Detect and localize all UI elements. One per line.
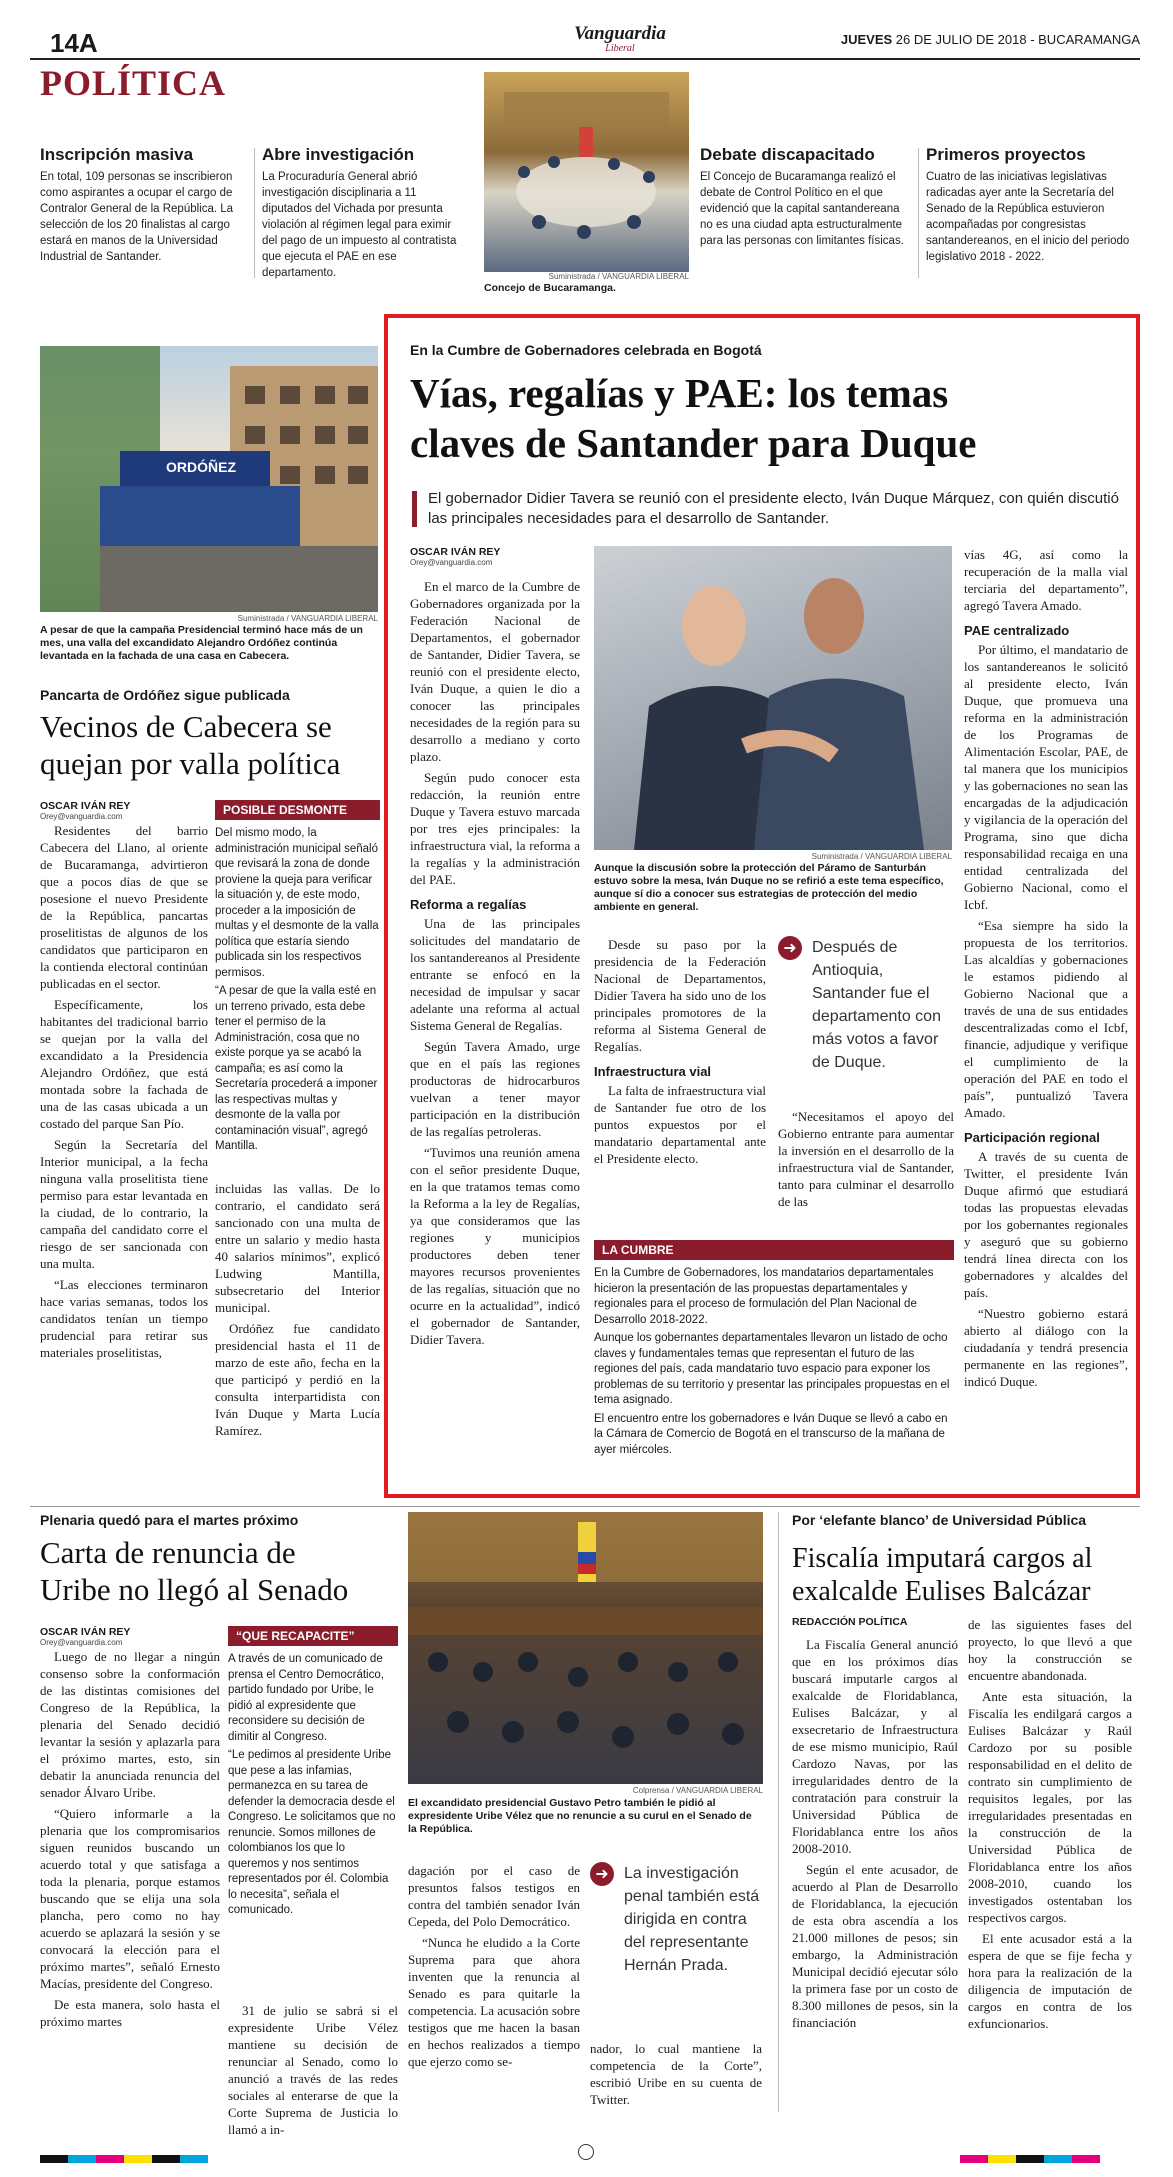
fiscalia-paragraph: El ente acusador está a la espera de que se fije fecha y hora para la realización de la diligencia de imputación de cargos en contra de los exfuncionarios. xyxy=(968,1931,1132,2031)
main-headline xyxy=(410,368,1130,468)
valla-column-2 xyxy=(215,1180,380,1443)
subhead-infraestructura: Infraestructura vial xyxy=(594,1064,712,1079)
bottom-divider xyxy=(778,1512,779,2112)
main-box-title: LA CUMBRE xyxy=(594,1240,954,1260)
uribe-column-3 xyxy=(408,1862,580,2074)
main-photo-caption: Aunque la discusión sobre la protección del Páramo de Santurbán estuvo sobre la mesa, Iván Duque no se refirió a este tema específico, aunque sí dio a conocer sus estrategias de protección del medio ambiente en general. xyxy=(594,862,944,913)
uribe-paragraph: nador, lo cual mantiene la competencia de la Corte”, escribió Uribe en su cuenta de Twitter. xyxy=(590,2041,762,2107)
valla-byline: OSCAR IVÁN REY xyxy=(40,800,131,812)
main-box-paragraph: El encuentro entre los gobernadores e Iván Duque se llevó a cabo en la Cámara de Comercio de Bogotá en el transcurso de la mañana de ayer miércoles. xyxy=(594,1412,948,1456)
subhead-regalias: Reforma a regalías xyxy=(410,897,527,912)
valla-box-paragraph: “A pesar de que la valla esté en un terreno privado, esta debe tener el permiso de la Administración, cosa que no existe porque ya se acabó la campaña; es así como la Secretaría procederá a imponer las respectivas multas y desmonte de la valla por contaminación visual”, agregó Mantilla. xyxy=(215,985,378,1152)
brief-text: Cuatro de las iniciativas legislativas radicadas ayer ante la Secretaría del Senado de la República estuvieron acompañadas por congresistas santandereanos, en el inicio del periodo legislativo 2018 - 2022. xyxy=(926,171,1130,263)
arrow-right-icon: ➜ xyxy=(590,1862,614,1886)
brief-title: Primeros proyectos xyxy=(926,145,1086,164)
brief-text: La Procuraduría General abrió investigación disciplinaria a 11 diputados del Vichada por presunta violación al régimen legal para eximir del pago de un impuesto al contratista que ejecuta el PAE en ese departamento. xyxy=(262,171,457,279)
brief-divider xyxy=(254,148,255,278)
main-paragraph: Según pudo conocer esta redacción, la reunión entre Duque y Tavera estuvo marcada por tres ejes principales: la infraestructura vial, la reforma a la regalías y la administración del PAE. xyxy=(410,770,580,887)
concejo-photo xyxy=(484,72,689,272)
brief-1 xyxy=(40,145,245,265)
main-pull-quote-text: Después de Antioquia, Santander fue el departamento con más votos a favor de Duque. xyxy=(812,939,941,1071)
registration-crosshair-icon xyxy=(578,2144,594,2160)
fiscalia-paragraph: Ante esta situación, la Fiscalía les endilgará cargos a Eulises Balcázar y Raúl Cardozo por su posible responsabilidad en el delito de contrato sin cumplimiento de requisitos legales, por las irregularidades presentadas en la construcción de la Universidad Pública de Floridablanca entre los años 2008-2010, cuando los investigados ostentaban los respectivos cargos. xyxy=(968,1689,1132,1925)
main-paragraph: Una de las principales solicitudes del mandatario de los santandereanos al Presidente entrante se enfocó en la necesidad de impulsar y sacar adelante una reforma al actual Sistema General de Regalías. xyxy=(410,916,580,1033)
main-paragraph: A través de su cuenta de Twitter, el presidente Iván Duque afirmó que estudiará todas las propuestas elevadas por los gobernantes regionales y aseguró que su gobierno tendrá línea directa con los gobernadores y alcaldes del país. xyxy=(964,1149,1128,1300)
valla-box-title: POSIBLE DESMONTE xyxy=(215,800,380,820)
masthead-logo xyxy=(550,24,690,54)
main-paragraph: “Necesitamos el apoyo del Gobierno entrante para aumentar la inversión en el desarrollo de la infraestructura vial de Santander, tanto para culminar el desarrollo de las xyxy=(778,1109,954,1209)
valla-photo-credit: Suministrada / VANGUARDIA LIBERAL xyxy=(237,614,378,623)
uribe-box-paragraph: “Le pedimos al presidente Uribe que pese a las infamias, permanezca en su tarea de defender la democracia desde el Congreso. Le solicitamos que no renuncie. Somos millones de colombianos los que lo queremos y nos sentimos representados por él. Colombia lo necesita”, señala el comunicado. xyxy=(228,1749,396,1916)
uribe-kicker: Plenaria quedó para el martes próximo xyxy=(40,1512,299,1528)
valla-headline-line1: Vecinos de Cabecera se xyxy=(40,709,332,744)
main-email: Orey@vanguardia.com xyxy=(410,558,493,567)
fiscalia-column-2 xyxy=(968,1616,1132,2036)
uribe-sidebar-box xyxy=(228,1626,398,1922)
main-sidebar-box xyxy=(594,1240,954,1461)
main-deck: El gobernador Didier Tavera se reunió con el presidente electo, Iván Duque Márquez, con quién discutió las principales necesidades para el desarrollo de Santander. xyxy=(428,490,1119,527)
subhead-pae: PAE centralizado xyxy=(964,623,1070,638)
uribe-paragraph: De esta manera, solo hasta el próximo martes xyxy=(40,1997,220,2029)
uribe-byline: OSCAR IVÁN REY xyxy=(40,1626,131,1638)
uribe-column-2 xyxy=(228,2002,398,2142)
brief-divider xyxy=(918,148,919,278)
header-rule xyxy=(30,58,1140,60)
fiscalia-paragraph: La Fiscalía General anunció que en los próximos días buscará imputarle cargos al exalcalde de Floridablanca, Eulises Balcázar, y al exsecretario de Infraestructura de ese mismo municipio, Raúl Cardozo Navas, por las irregularidades dentro de la contratación para construir la Universidad Pública de Floridablanca entre los años 2008-2010. xyxy=(792,1637,958,1856)
concejo-photo-caption: Concejo de Bucaramanga. xyxy=(484,282,616,294)
main-box-paragraph: En la Cumbre de Gobernadores, los mandatarios departamentales hicieron la presentación de las propuestas departamentales y regionales para el proceso de formulación del Plan Nacional de Desarrollo 2018-2022. xyxy=(594,1267,934,1326)
main-photo-credit: Suministrada / VANGUARDIA LIBERAL xyxy=(811,852,952,861)
main-column-1 xyxy=(410,578,580,1352)
logo-main: Vanguardia xyxy=(574,23,666,44)
valla-paragraph: Ordóñez fue candidato presidencial hasta el 11 de marzo de este año, fecha en la que participó y perdió en la consulta interpartidista con Iván Duque y Marta Lucía Ramírez. xyxy=(215,1321,380,1438)
main-headline-line2: claves de Santander para Duque xyxy=(410,420,977,466)
fiscalia-headline-line1: Fiscalía imputará cargos al xyxy=(792,1543,1093,1574)
uribe-paragraph: dagación por el caso de presuntos falsos testigos en contra del también senador Iván Cepeda, del Polo Democrático. xyxy=(408,1863,580,1929)
main-box-paragraph: Aunque los gobernantes departamentales llevaron un listado de ocho claves y fundamentales temas que representan el futuro de las regiones del país, cada mandatario tuvo espacio para exponer los problemas de su territorio y presentar las principales propuestas en el tema asignado. xyxy=(594,1332,950,1406)
main-photo-illustration xyxy=(594,546,952,850)
brief-3 xyxy=(700,145,910,249)
valla-photo-caption: A pesar de que la campaña Presidencial terminó hace más de un mes, una valla del excandidato Alejandro Ordóñez continúa levantada en la fachada de una casa en Cabecera. xyxy=(40,624,363,662)
date-rest: 26 DE JULIO DE 2018 - BUCARAMANGA xyxy=(895,32,1140,47)
main-paragraph: “Esa siempre ha sido la propuesta de los territorios. Las alcaldías y gobernaciones le estamos pidiendo al Gobierno Nacional que a través de una de sus entidades descentralizadas como el Icbf, financie, adjudique y verifique el cumplimiento de la operación del PAE en todo el país”, puntualizó Tavera Amado. xyxy=(964,918,1128,1120)
main-paragraph: Por último, el mandatario de los santandereanos le solicitó al presidente electo, Iván Duque, que promueva una reforma en la administración de los Programas de Alimentación Escolar, PAE, de tal manera que los municipios y las gobernaciones no sean las encargadas de la adjudicación y vigilancia de la operación del Programa, sino que dicha responsabilidad recaiga en una entidad centralizada del Gobierno Nacional, como el Icbf. xyxy=(964,642,1128,912)
fiscalia-paragraph: de las siguientes fases del proyecto, lo que llevó a que hoy la construcción se encuentre abandonada. xyxy=(968,1617,1132,1683)
senado-photo-illustration xyxy=(408,1512,763,1784)
main-paragraph: En el marco de la Cumbre de Gobernadores organizada por la Federación Nacional de Departamentos, el gobernador de Santander, Didier Tavera, se reunió con el presidente electo, Iván Duque, a quien le dio a conocer las principales necesidades de la región para su desarrollo a mediano y corto plazo. xyxy=(410,579,580,764)
main-byline-block xyxy=(410,546,580,571)
senado-photo xyxy=(408,1512,763,1784)
main-paragraph: Según Tavera Amado, urge que en el país las regiones productoras de hidrocarburos vuelvan a tener mayor participación en la distribución de las regalías petroleras. xyxy=(410,1039,580,1139)
uribe-pull-quote-text: La investigación penal también está dirigida en contra del representante Hernán Prada. xyxy=(624,1865,760,1974)
uribe-column-4 xyxy=(590,2040,762,2112)
uribe-box-body xyxy=(228,1652,398,1919)
main-photo xyxy=(594,546,952,850)
brief-4 xyxy=(926,145,1136,265)
valla-headline xyxy=(40,708,385,782)
uribe-headline-line2: Uribe no llegó al Senado xyxy=(40,1572,349,1607)
main-byline: OSCAR IVÁN REY xyxy=(410,546,501,558)
fiscalia-paragraph: Según el ente acusador, de acuerdo al Plan de Desarrollo de Floridablanca, la ejecución de esta obra ascendía a los 21.000 millones de pesos; sin embargo, la Administración Municipal decidió ejecutar sólo la primera fase por un costo de 8.300 millones de pesos, sin la financiación xyxy=(792,1862,958,2030)
uribe-paragraph: “Nunca he eludido a la Corte Suprema para que ahora inventen que la renuncia al Senado es para quitarle la competencia. La acusación sobre testigos que me hacen la basan en hechos realizados a tiempo que ejerzo como se- xyxy=(408,1935,580,2069)
billboard-text: ORDÓÑEZ xyxy=(166,459,236,475)
valla-sidebar-box xyxy=(215,800,380,1158)
brief-2 xyxy=(262,145,467,281)
uribe-headline-line1: Carta de renuncia de xyxy=(40,1535,296,1570)
uribe-paragraph: 31 de julio se sabrá si el expresidente Uribe Vélez mantiene su decisión de renunciar al Senado, como lo anunció a través de las redes sociales al enterarse de que la Corte Suprema de Justicia lo llamó a in- xyxy=(228,2003,398,2137)
fiscalia-headline xyxy=(792,1542,1137,1608)
uribe-pull-quote xyxy=(590,1862,762,1977)
color-registration-right xyxy=(960,2150,1100,2168)
fiscalia-byline: REDACCIÓN POLÍTICA xyxy=(792,1616,908,1628)
valla-paragraph: “Las elecciones terminaron hace varias semanas, todos los candidatos tenían un tiempo prudencial para retirar sus materiales proselitistas, xyxy=(40,1277,208,1360)
valla-photo xyxy=(40,346,378,612)
bottom-rule xyxy=(30,1506,1140,1507)
subhead-participacion: Participación regional xyxy=(964,1130,1100,1145)
valla-box-paragraph: Del mismo modo, la administración municipal señaló que revisará la zona de donde proviene la queja para verificar la situación y, de este modo, proceder a la imposición de multas y el desmonte de la valla política que estaría siendo publicada sin los respectivos permisos. xyxy=(215,827,379,979)
page-header xyxy=(30,22,1140,58)
valla-kicker: Pancarta de Ordóñez sigue publicada xyxy=(40,687,290,703)
valla-box-body xyxy=(215,826,380,1155)
main-pull-quote xyxy=(778,936,954,1074)
main-paragraph: “Nuestro gobierno estará abierto al diálogo con la ciudadanía y tendrá presencia permanente en las regiones”, indicó Duque. xyxy=(964,1306,1128,1389)
arrow-right-icon: ➜ xyxy=(778,936,802,960)
uribe-paragraph: Luego de no llegar a ningún consenso sobre la conformación de las distintas comisiones del Congreso de la República, la plenaria del Senado decidió levantar la sesión y aplazarla para el próximo martes, esto, sin debatir la anunciada renuncia del senador Álvaro Uribe. xyxy=(40,1649,220,1800)
page-date xyxy=(841,32,1140,47)
section-title: POLÍTICA xyxy=(40,63,227,103)
senado-photo-credit: Colprensa / VANGUARDIA LIBERAL xyxy=(632,1786,763,1795)
valla-photo-illustration xyxy=(40,346,378,612)
main-column-3 xyxy=(778,1108,954,1214)
page-number: 14A xyxy=(50,28,98,58)
fiscalia-kicker: Por ‘elefante blanco’ de Universidad Pública xyxy=(792,1512,1087,1528)
valla-headline-line2: quejan por valla política xyxy=(40,746,341,781)
uribe-column-1 xyxy=(40,1648,220,2034)
fiscalia-column-1 xyxy=(792,1636,958,2035)
color-registration-left xyxy=(40,2150,208,2168)
brief-text: El Concejo de Bucaramanga realizó el debate de Control Político en el que evidenció que la capital santandereana no es una ciudad apta estructuralmente para las personas con limitantes físicas. xyxy=(700,171,904,247)
uribe-paragraph: “Quiero informarle a la plenaria que los compromisarios siguen reunidos buscando un acuerdo total y que satisfaga a toda la plenaria, porque estamos buscando que se elija una sola plancha, pero como no hay acuerdo se aplazará la sesión y se convocará la elección para el próximo martes”, señaló Ernesto Macías, presidente del Congreso. xyxy=(40,1806,220,1991)
uribe-email: Orey@vanguardia.com xyxy=(40,1638,123,1647)
valla-paragraph: Residentes del barrio Cabecera del Llano, al oriente de Bucaramanga, advirtieron que a pocos días de que se posesione el nuevo Presidente de la República, pancartas proselitistas de algunos de los candidatos que participaron en la contienda electoral continúan publicadas en el sector. xyxy=(40,823,208,991)
brief-text: En total, 109 personas se inscribieron como aspirantes a ocupar el cargo de Contralor General de la República. La selección de los 20 finalistas al cargo estará en manos de la Universidad Industrial de Santander. xyxy=(40,171,234,263)
main-paragraph: vías 4G, así como la recuperación de la malla vial terciaria del departamento”, agregó Tavera Amado. xyxy=(964,547,1128,613)
fiscalia-headline-line2: exalcalde Eulises Balcázar xyxy=(792,1576,1091,1607)
uribe-box-paragraph: A través de un comunicado de prensa el Centro Democrático, partido fundado por Uribe, le pidió al expresidente que reconsidere su decisión de dimitir al Congreso. xyxy=(228,1653,384,1743)
main-kicker: En la Cumbre de Gobernadores celebrada en Bogotá xyxy=(410,342,762,358)
main-box-body xyxy=(594,1266,954,1458)
concejo-photo-credit: Suministrada / VANGUARDIA LIBERAL xyxy=(548,272,689,281)
date-day: JUEVES xyxy=(840,32,893,47)
senado-photo-caption: El excandidato presidencial Gustavo Petro también le pidió al expresidente Uribe Vélez que no renuncie a su curul en el Senado de la República. xyxy=(408,1797,752,1835)
brief-title: Debate discapacitado xyxy=(700,145,875,164)
valla-paragraph: Específicamente, los habitantes del tradicional barrio se quejan por la valla del excandidato a la Presidencia Alejandro Ordóñez, que está montada sobre la fachada de una de las casas ubicada a un costado del parque San Pío. xyxy=(40,997,208,1131)
brief-title: Abre investigación xyxy=(262,145,415,164)
valla-paragraph: incluidas las vallas. De lo contrario, el candidato será sancionado con una multa de entre un salario y medio hasta 40 salarios mínimos”, explicó Ludwing Mantilla, subsecretario del Interior municipal. xyxy=(215,1181,380,1315)
main-paragraph: Desde su paso por la presidencia de la Federación Nacional de Departamentos, Didier Tavera ha sido uno de los principales promotores de la reforma al Sistema General de Regalías. xyxy=(594,937,766,1054)
uribe-headline xyxy=(40,1534,410,1608)
main-column-4 xyxy=(964,546,1128,1394)
valla-paragraph: Según la Secretaría del Interior municipal, a la fecha ninguna valla proselitista tiene permiso para estar levantada en la ciudad, de lo contrario, la campaña del candidato corre el riesgo de ser sancionada con una multa. xyxy=(40,1137,208,1271)
main-deck-bar xyxy=(412,491,417,527)
uribe-box-title: “QUE RECAPACITE” xyxy=(228,1626,398,1646)
main-column-2 xyxy=(594,936,766,1171)
valla-column-1 xyxy=(40,822,208,1365)
brief-title: Inscripción masiva xyxy=(40,145,194,164)
main-paragraph: “Tuvimos una reunión amena con el señor presidente Duque, en la que tratamos temas como la Reforma a la ley de Regalías, ya que consideramos que las regiones y municipios productores deben tener mayores recursos provenientes de las regalías, situación que no ocurre en la actualidad”, indicó el gobernador de Santander, Didier Tavera. xyxy=(410,1145,580,1347)
main-headline-line1: Vías, regalías y PAE: los temas xyxy=(410,370,949,416)
logo-sub: Liberal xyxy=(605,43,635,54)
main-paragraph: La falta de infraestructura vial de Santander fue otro de los puntos expuestos por el mandatario departamental ante el Presidente electo. xyxy=(594,1083,766,1166)
concejo-photo-illustration xyxy=(484,72,689,272)
valla-email: Orey@vanguardia.com xyxy=(40,812,123,821)
